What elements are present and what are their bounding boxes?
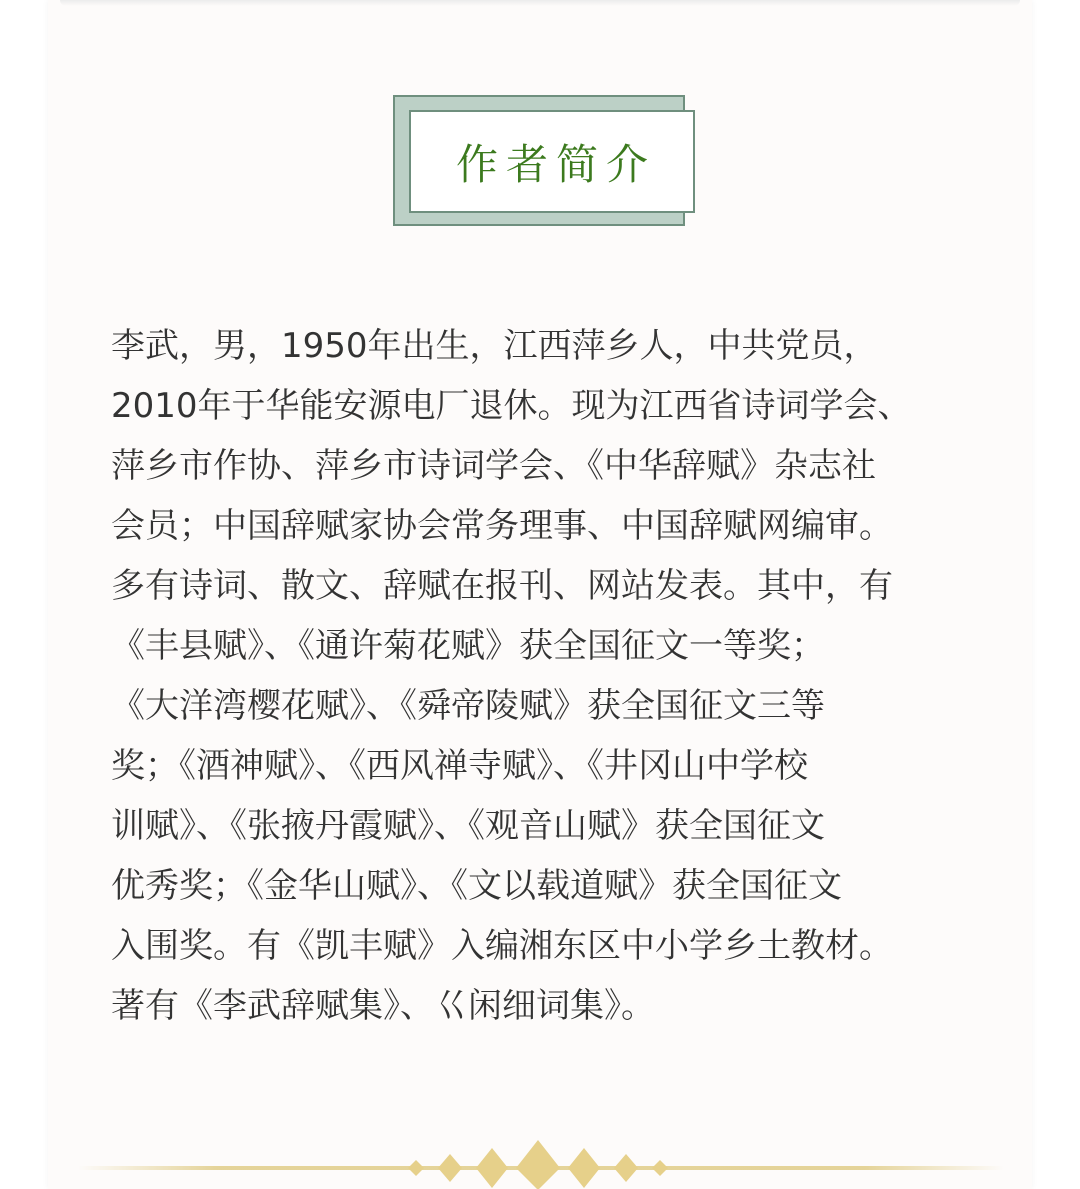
bio-line: 奖；《酒神赋》、《西风禅寺赋》、《井冈山中学校 xyxy=(111,746,808,786)
bio-line: 多有诗词、散文、辞赋在报刊、网站发表。其中，有 xyxy=(111,566,893,606)
author-bio xyxy=(111,316,971,1036)
bio-line: 著有《李武辞赋集》、巜闲细词集》。 xyxy=(111,986,655,1026)
section-title-box xyxy=(409,110,695,213)
previous-card-edge xyxy=(60,0,1020,6)
section-title: 作者简介 xyxy=(455,139,656,189)
bio-line: 《大洋湾樱花赋》、《舜帝陵赋》获全国征文三等 xyxy=(111,686,825,726)
bio-line: 2010年于华能安源电厂退休。现为江西省诗词学会、 xyxy=(111,386,912,426)
bio-line: 李武，男，1950年出生，江西萍乡人，中共党员， xyxy=(111,326,878,366)
bio-line: 《丰县赋》、《通许菊花赋》获全国征文一等奖； xyxy=(111,626,825,666)
bio-line: 优秀奖；《金华山赋》、《文以载道赋》获全国征文 xyxy=(111,866,842,906)
bio-line: 会员；中国辞赋家协会常务理事、中国辞赋网编审。 xyxy=(111,506,893,546)
bio-line: 萍乡市作协、萍乡市诗词学会、《中华辞赋》杂志社 xyxy=(111,446,876,486)
gold-diamond-ornament-icon xyxy=(78,1140,1004,1189)
bio-line: 入围奖。有《凯丰赋》入编湘东区中小学乡土教材。 xyxy=(111,926,893,966)
bio-line: 训赋》、《张掖丹霞赋》、《观音山赋》获全国征文 xyxy=(111,806,825,846)
